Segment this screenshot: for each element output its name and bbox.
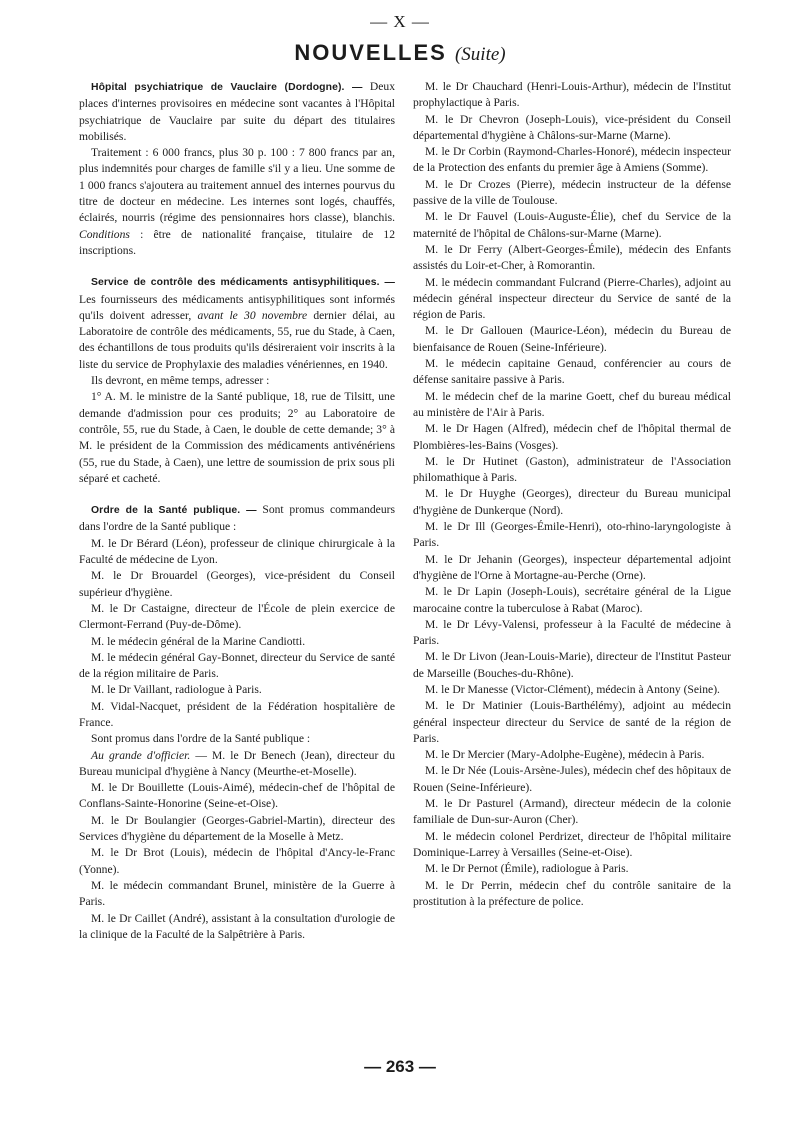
list-item: M. le Dr Gallouen (Maurice-Léon), médecin du Bureau de bienfaisance de Rouen (Seine-Inférieure). xyxy=(413,324,731,354)
list-item: M. le Dr Perrin, médecin chef du contrôle sanitaire de la prostitution à la préfecture de police. xyxy=(413,878,731,908)
service-paragraph-3: 1° A. M. le ministre de la Santé publique, 18, rue de Tilsitt, une demande d'admission pour ces produits; 2° au Laboratoire de contrôle, 55, rue du Stade, à Caen, le double de cette demande; 3° à M. le président de la Commission des médicaments antivénériens (55, rue du Stade, à Caen), une lettre de soumission de prix sous pli séparé et cacheté. xyxy=(79,390,395,485)
list-item: M. le médecin général de la Marine Candiotti. xyxy=(91,634,306,648)
page-number: — 263 — xyxy=(364,1057,436,1076)
vauclaire-text: Deux places d'internes provisoires en médecine sont vacantes à l'Hôpital psychiatrique de Vauclaire par suite du départ des titulaires mobilisés. xyxy=(79,80,395,143)
list-item: M. le Dr Corbin (Raymond-Charles-Honoré), médecin inspecteur de la Protection des enfants du premier âge à Amiens (Somme). xyxy=(413,145,731,175)
section-title-text: NOUVELLES xyxy=(294,40,447,65)
list-item: M. le Dr Caillet (André), assistant à la consultation d'urologie de la clinique de la Faculté de la Salpêtrière à Paris. xyxy=(79,911,395,941)
list-item: M. le médecin commandant Fulcrand (Pierre-Charles), adjoint au médecin général inspecteur directeur du Service de santé de la région de Paris. xyxy=(413,275,731,322)
list-item: M. le médecin général Gay-Bonnet, directeur du Service de santé de la région militaire de Paris. xyxy=(79,650,395,681)
list-item: M. le Dr Ill (Georges-Émile-Henri), oto-rhino-laryngologiste à Paris. xyxy=(413,520,731,550)
list-item: M. le Dr Chevron (Joseph-Louis), vice-président du Conseil départemental d'hygiène à Châlons-sur-Marne (Marne). xyxy=(413,112,731,142)
ordre-heading: Ordre de la Santé publique. — xyxy=(91,505,257,517)
officer-grade-text: — M. le Dr Benech (Jean), directeur du Bureau municipal d'hygiène à Nancy (Meurthe-et-Moselle). xyxy=(79,748,395,778)
list-item: M. le Dr Chauchard (Henri-Louis-Arthur), médecin de l'Institut prophylactique à Paris. xyxy=(413,80,731,110)
vauclaire-conditions-text: : être de nationalité française, titulaire de 12 inscriptions. xyxy=(79,227,395,257)
list-item: M. le Dr Pernot (Émile), radiologue à Paris. xyxy=(425,862,629,876)
vauclaire-salary-text: Traitement : 6 000 francs, plus 30 p. 100 : 7 800 francs par an, plus indemnités pour charges de famille s'il y a lieu. Une somme de 1 000 francs s'ajoutera au traitement annuel des internes pourvus du titre de docteur en médecine. Les internes sont logés, chauffés, éclairés, nourris (régime des pensionnaires hors classe), blanchis. xyxy=(79,146,395,225)
list-item: M. le médecin colonel Perdrizet, directeur de l'hôpital militaire Dominique-Larrey à Versailles (Seine-et-Oise). xyxy=(413,829,731,859)
list-item: M. le Dr Hagen (Alfred), médecin chef de l'hôpital thermal de Plombières-les-Bains (Vosges). xyxy=(413,422,731,452)
list-item: M. le Dr Brouardel (Georges), vice-président du Conseil supérieur d'hygiène. xyxy=(79,569,395,599)
officer-grade-label: Au grande d'officier. xyxy=(91,748,191,762)
left-column xyxy=(79,79,395,943)
list-item: M. le Dr Manesse (Victor-Clément), médecin à Antony (Seine). xyxy=(425,682,720,696)
service-text-b: dernier délai, au Laboratoire de contrôle des médicaments, 55, rue du Stade, à Caen, des échantillons de tous produits qu'ils désireraient voir inscrits à la liste du service de Prophylaxie des maladies vénériennes, en 1940. xyxy=(79,308,395,371)
section-title-suite: (Suite) xyxy=(454,44,506,65)
list-item: M. le Dr Brot (Louis), médecin de l'hôpital d'Ancy-le-Franc (Yonne). xyxy=(79,846,395,876)
list-item: M. le Dr Vaillant, radiologue à Paris. xyxy=(91,683,262,697)
ordre-paragraph xyxy=(79,502,395,536)
list-item: M. le médecin capitaine Genaud, conférencier au cours de défense sanitaire passive à Paris. xyxy=(413,357,731,387)
list-item: M. le Dr Bouillette (Louis-Aimé), médecin-chef de l'hôpital de Conflans-Sainte-Honorine (Seine-et-Oise). xyxy=(79,781,395,811)
vauclaire-salary-paragraph xyxy=(79,145,395,259)
list-item: M. le médecin chef de la marine Goett, chef du bureau médical au ministère de l'Air à Paris. xyxy=(413,389,731,419)
list-item: M. le Dr Castaigne, directeur de l'École de plein exercice de Clermont-Ferrand (Puy-de-Dôme). xyxy=(79,601,395,632)
list-item: M. le Dr Lapin (Joseph-Louis), secrétaire général de la Ligue marocaine contre la tuberculose à Rabat (Maroc). xyxy=(413,585,731,615)
list-item: M. le Dr Matinier (Louis-Barthélémy), adjoint au médecin général inspecteur directeur du Service de santé de la région de Paris. xyxy=(413,699,731,745)
list-item: M. le Dr Crozes (Pierre), médecin instructeur de la défense passive de la ville de Toulouse. xyxy=(413,177,731,208)
list-item: M. le Dr Pasturel (Armand), directeur médecin de la colonie familiale de Dun-sur-Auron (Cher). xyxy=(413,797,731,827)
list-item: M. le Dr Ferry (Albert-Georges-Émile), médecin des Enfants assistés du Loir-et-Cher, à Romorantin. xyxy=(413,242,731,273)
list-item: M. le Dr Bérard (Léon), professeur de clinique chirurgicale à la Faculté de médecine de Lyon. xyxy=(79,536,395,567)
list-item: M. le Dr Jehanin (Georges), inspecteur départemental adjoint d'hygiène de l'Orne à Mortagne-au-Perche (Orne). xyxy=(413,552,731,582)
service-deadline: avant le 30 novembre xyxy=(197,308,308,322)
list-item: M. le médecin commandant Brunel, ministère de la Guerre à Paris. xyxy=(79,878,395,909)
list-item: M. le Dr Lévy-Valensi, professeur à la Faculté de médecine à Paris. xyxy=(413,617,731,648)
list-item: M. le Dr Hutinet (Gaston), administrateur de l'Association philomathique à Paris. xyxy=(413,454,731,485)
service-paragraph xyxy=(79,274,395,373)
page-roman-numeral: — X — xyxy=(370,12,430,31)
right-column xyxy=(413,79,731,910)
list-item: M. le Dr Mercier (Mary-Adolphe-Eugène), médecin à Paris. xyxy=(425,748,705,762)
service-paragraph-2: Ils devront, en même temps, adresser : xyxy=(91,374,270,388)
list-item: M. le Dr Née (Louis-Arsène-Jules), médecin chef des hôpitaux de Rouen (Seine-Inférieure). xyxy=(413,764,731,794)
service-heading: Service de contrôle des médicaments antisyphilitiques. — xyxy=(91,277,395,289)
officer-grade-paragraph xyxy=(79,748,395,781)
list-item: Sont promus dans l'ordre de la Santé publique : xyxy=(91,732,311,746)
list-item: M. le Dr Fauvel (Louis-Auguste-Élie), chef du Service de la maternité de l'hôpital de Châlons-sur-Marne (Marne). xyxy=(413,210,731,240)
vauclaire-heading: Hôpital psychiatrique de Vauclaire (Dordogne). — xyxy=(91,82,363,93)
list-item: M. le Dr Boulangier (Georges-Gabriel-Martin), directeur des Services d'hygiène du département de la Moselle à Metz. xyxy=(79,813,395,844)
vauclaire-paragraph xyxy=(79,79,395,145)
list-item: M. le Dr Huyghe (Georges), directeur du Bureau municipal d'hygiène de Dunkerque (Nord). xyxy=(413,487,731,517)
section-title xyxy=(0,40,800,66)
vauclaire-conditions-label: Conditions xyxy=(79,227,130,241)
list-item: M. Vidal-Nacquet, président de la Fédération hospitalière de France. xyxy=(79,699,395,729)
list-item: M. le Dr Livon (Jean-Louis-Marie), directeur de l'Institut Pasteur de Marseille (Bouches-du-Rhône). xyxy=(413,650,731,680)
service-text-a: Les fournisseurs des médicaments antisyphilitiques sont informés qu'ils doivent adresser, xyxy=(79,292,395,322)
ordre-text: Sont promus commandeurs dans l'ordre de la Santé publique : xyxy=(79,503,395,534)
